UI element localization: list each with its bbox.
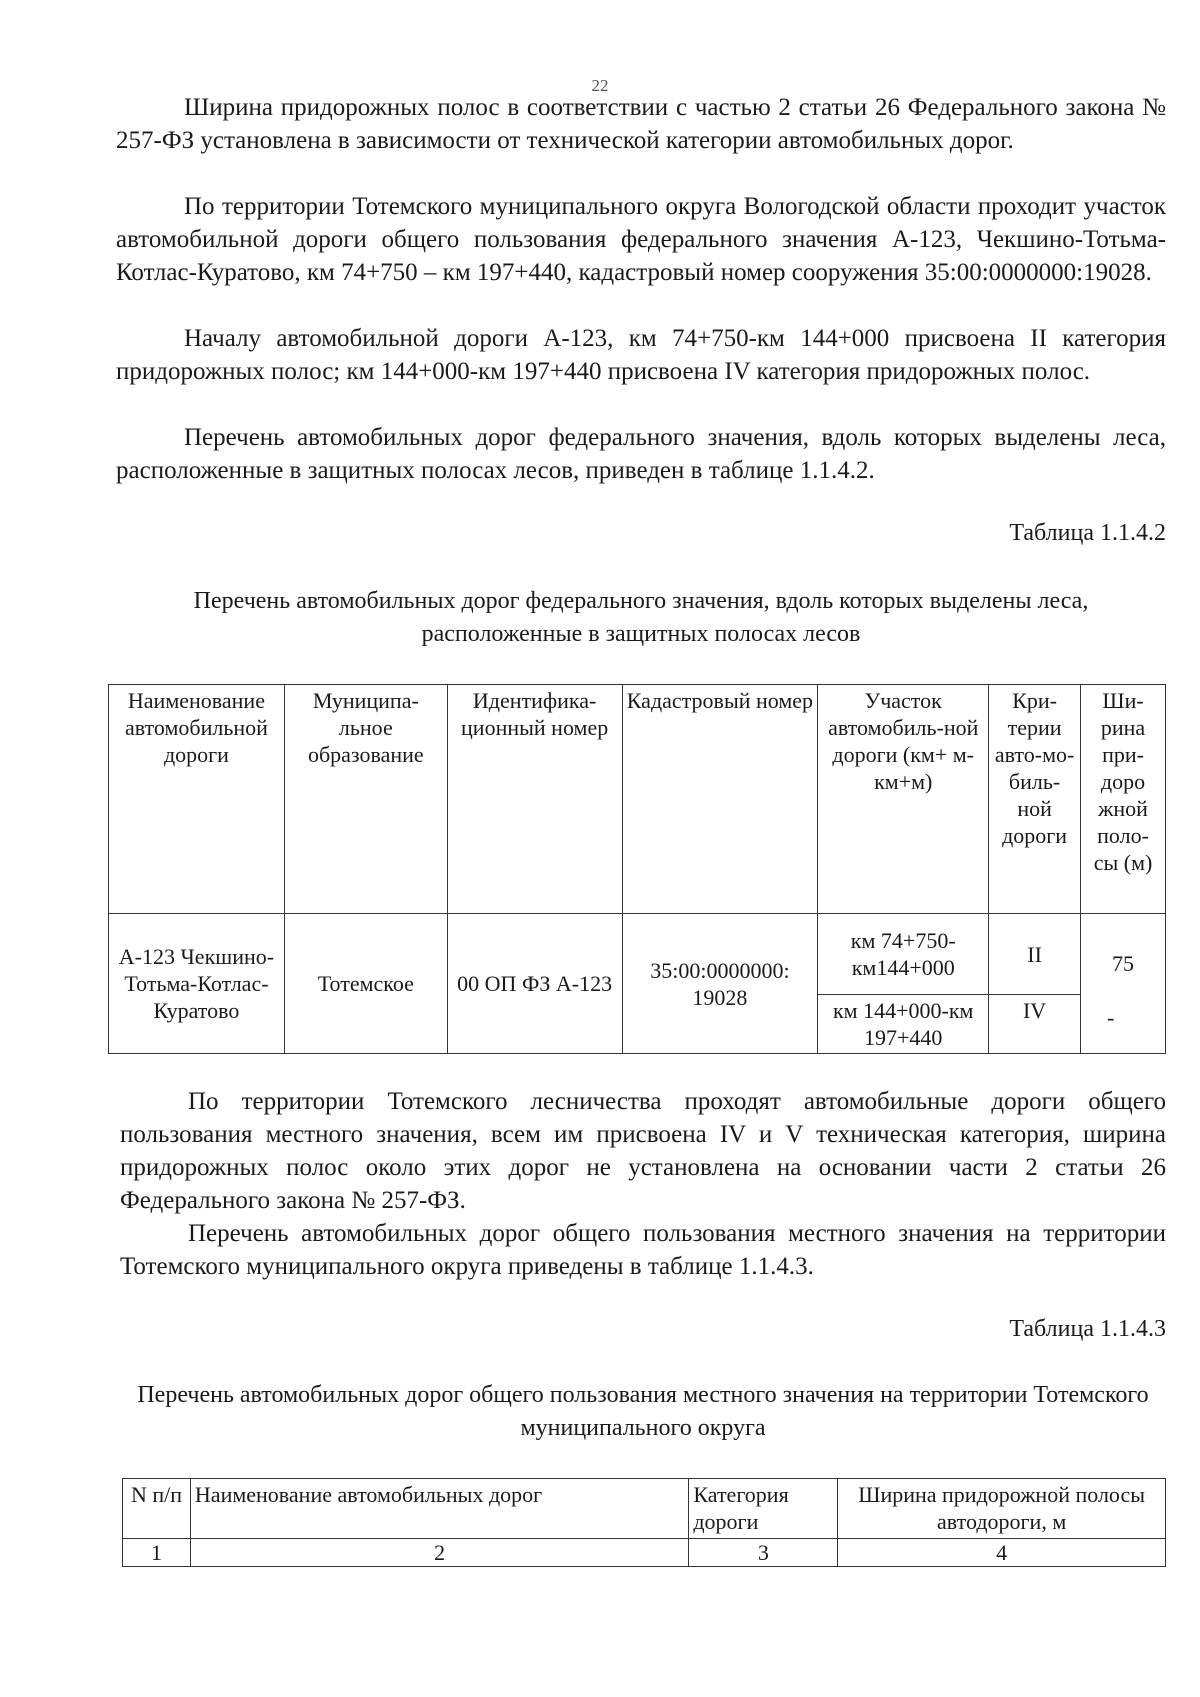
- cell-municipality: Тотемское: [284, 914, 447, 1054]
- cell-strip-width-dash: -: [1107, 1005, 1115, 1030]
- header-road-category: Категория дороги: [689, 1479, 838, 1539]
- header-identifier: Идентифика-ционный номер: [447, 685, 622, 914]
- header-road-section: Участок автомобиль-ной дороги (км+ м-км+м): [818, 685, 989, 914]
- column-number-4: 4: [838, 1539, 1166, 1567]
- table-2-label: Таблица 1.1.4.3: [1009, 1316, 1166, 1342]
- paragraph-5: По территории Тотемского лесничества проходят автомобильные дороги общего пользования местного значения, всем им присвоена IV и V техническая категория, ширина придорожных полос около этих дорог не установлена на основании части 2 статьи 26 Федерального закона № 257-ФЗ.: [120, 1088, 1166, 1214]
- cell-section-category: II: [989, 914, 1081, 995]
- table-header-row: [109, 685, 1166, 914]
- paragraph-3: Началу автомобильной дороги А-123, км 74+750-км 144+000 присвоена II категория придорожных полос; км 144+000-км 197+440 присвоена IV категория придорожных полос.: [116, 325, 1166, 385]
- cell-section-range: км 74+750-км144+000: [818, 914, 989, 995]
- page-number: 22: [591, 76, 609, 95]
- header-strip-width: Ширина придорожной полосы автодороги, м: [838, 1479, 1166, 1539]
- paragraph-2: По территории Тотемского муниципального округа Вологодской области проходит участок автомобильной дороги общего пользования федерального значения А-123, Чекшино-Тотьма-Котлас-Куратово, км 74+750 – км 197+440, кадастровый номер сооружения 35:00:0000000:19028.: [116, 193, 1166, 286]
- paragraph-6: Перечень автомобильных дорог общего пользования местного значения на территории Тотемского муниципального округа приведены в таблице 1.1.4.3.: [120, 1220, 1166, 1280]
- table-2-title: Перечень автомобильных дорог общего пользования местного значения на территории Тотемского муниципального округа: [137, 1382, 1149, 1441]
- federal-roads-table: [108, 684, 1166, 1054]
- paragraph-1: Ширина придорожных полос в соответствии с частью 2 статьи 26 Федерального закона № 257-ФЗ установлена в зависимости от технической категории автомобильных дорог.: [116, 94, 1166, 154]
- column-number-1: 1: [123, 1539, 191, 1567]
- header-row-number: N п/п: [123, 1479, 191, 1539]
- header-road-criteria: Кри-терии авто-мо-биль-ной дороги: [989, 685, 1081, 914]
- column-number-2: 2: [190, 1539, 688, 1567]
- header-road-names: Наименование автомобильных дорог: [190, 1479, 688, 1539]
- header-cadastral-number: Кадастровый номер: [622, 685, 818, 914]
- cell-section-category: IV: [989, 995, 1081, 1054]
- table-numbering-row: [123, 1539, 1166, 1567]
- table-1-title: Перечень автомобильных дорог федерального значения, вдоль которых выделены леса, расположенные в защитных полосах лесов: [193, 588, 1089, 647]
- table-1-label: Таблица 1.1.4.2: [1009, 520, 1166, 546]
- cell-section-range: км 144+000-км 197+440: [818, 995, 989, 1054]
- cell-identifier: 00 ОП ФЗ А-123: [447, 914, 622, 1054]
- local-roads-table: [122, 1478, 1166, 1567]
- cell-road-name: А-123 Чекшино-Тотьма-Котлас-Куратово: [109, 914, 285, 1054]
- paragraph-4: Перечень автомобильных дорог федерального значения, вдоль которых выделены леса, расположенные в защитных полосах лесов, приведен в таблице 1.1.4.2.: [116, 424, 1166, 484]
- header-road-name: Наименование автомобильной дороги: [109, 685, 285, 914]
- header-strip-width: Ши-рина при-доро жной поло-сы (м): [1081, 685, 1166, 914]
- cell-strip-width: 75: [1081, 914, 1166, 1054]
- table-header-row: [123, 1479, 1166, 1539]
- cell-cadastral-number: 35:00:0000000: 19028: [622, 914, 818, 1054]
- column-number-3: 3: [689, 1539, 838, 1567]
- table-row: [109, 914, 1166, 995]
- header-municipality: Муниципа-льное образование: [284, 685, 447, 914]
